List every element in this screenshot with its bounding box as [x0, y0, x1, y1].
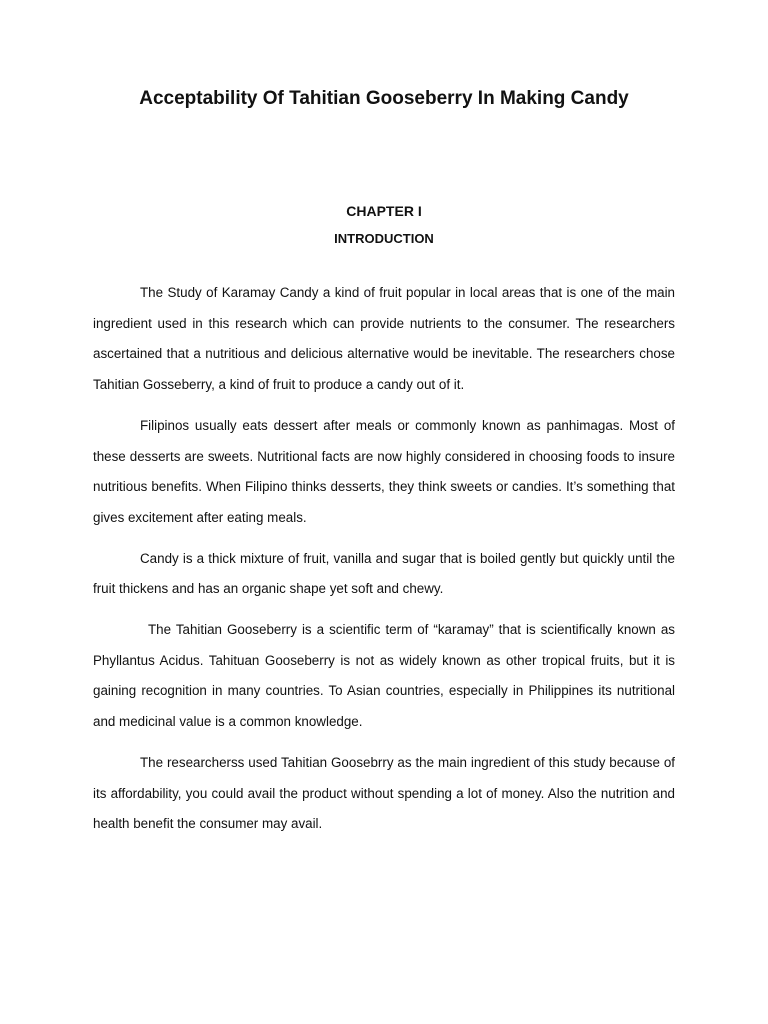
body-text	[93, 278, 675, 850]
chapter-heading: CHAPTER I	[346, 203, 422, 219]
paragraph-filipino-desserts: Filipinos usually eats dessert after meals or commonly known as panhimagas. Most of these desserts are sweets. Nutritional facts are now highly considered in choosing foods to insure nutritious benefits. When Filipino thinks desserts, they think sweets or candies. It’s something that gives excitement after eating meals.	[93, 417, 675, 525]
paragraph-karamay-candy-study: The Study of Karamay Candy a kind of fruit popular in local areas that is one of the main ingredient used in this research which can provide nutrients to the consumer. The researchers ascertained that a nutritious and delicious alternative would be inevitable. The researchers chose Tahitian Gosseberry, a kind of fruit to produce a candy out of it.	[93, 285, 675, 393]
paragraph-candy-definition: Candy is a thick mixture of fruit, vanilla and sugar that is boiled gently but quickly until the fruit thickens and has an organic shape yet soft and chewy.	[93, 550, 675, 597]
document-title: Acceptability Of Tahitian Gooseberry In Making Candy	[139, 88, 629, 109]
section-heading: INTRODUCTION	[334, 231, 434, 246]
paragraph-tahitian-gooseberry: The Tahitian Gooseberry is a scientific term of “karamay” that is scientifically known as Phyllantus Acidus. Tahituan Gooseberry is not as widely known as other tropical fruits, but it is gaining recognition in many countries. To Asian countries, especially in Philippines its nutritional and medicinal value is a common knowledge.	[93, 622, 675, 730]
paragraph-main-ingredient: The researcherss used Tahitian Goosebrry as the main ingredient of this study because of its affordability, you could avail the product without spending a lot of money. Also the nutrition and health benefit the consumer may avail.	[93, 754, 675, 832]
